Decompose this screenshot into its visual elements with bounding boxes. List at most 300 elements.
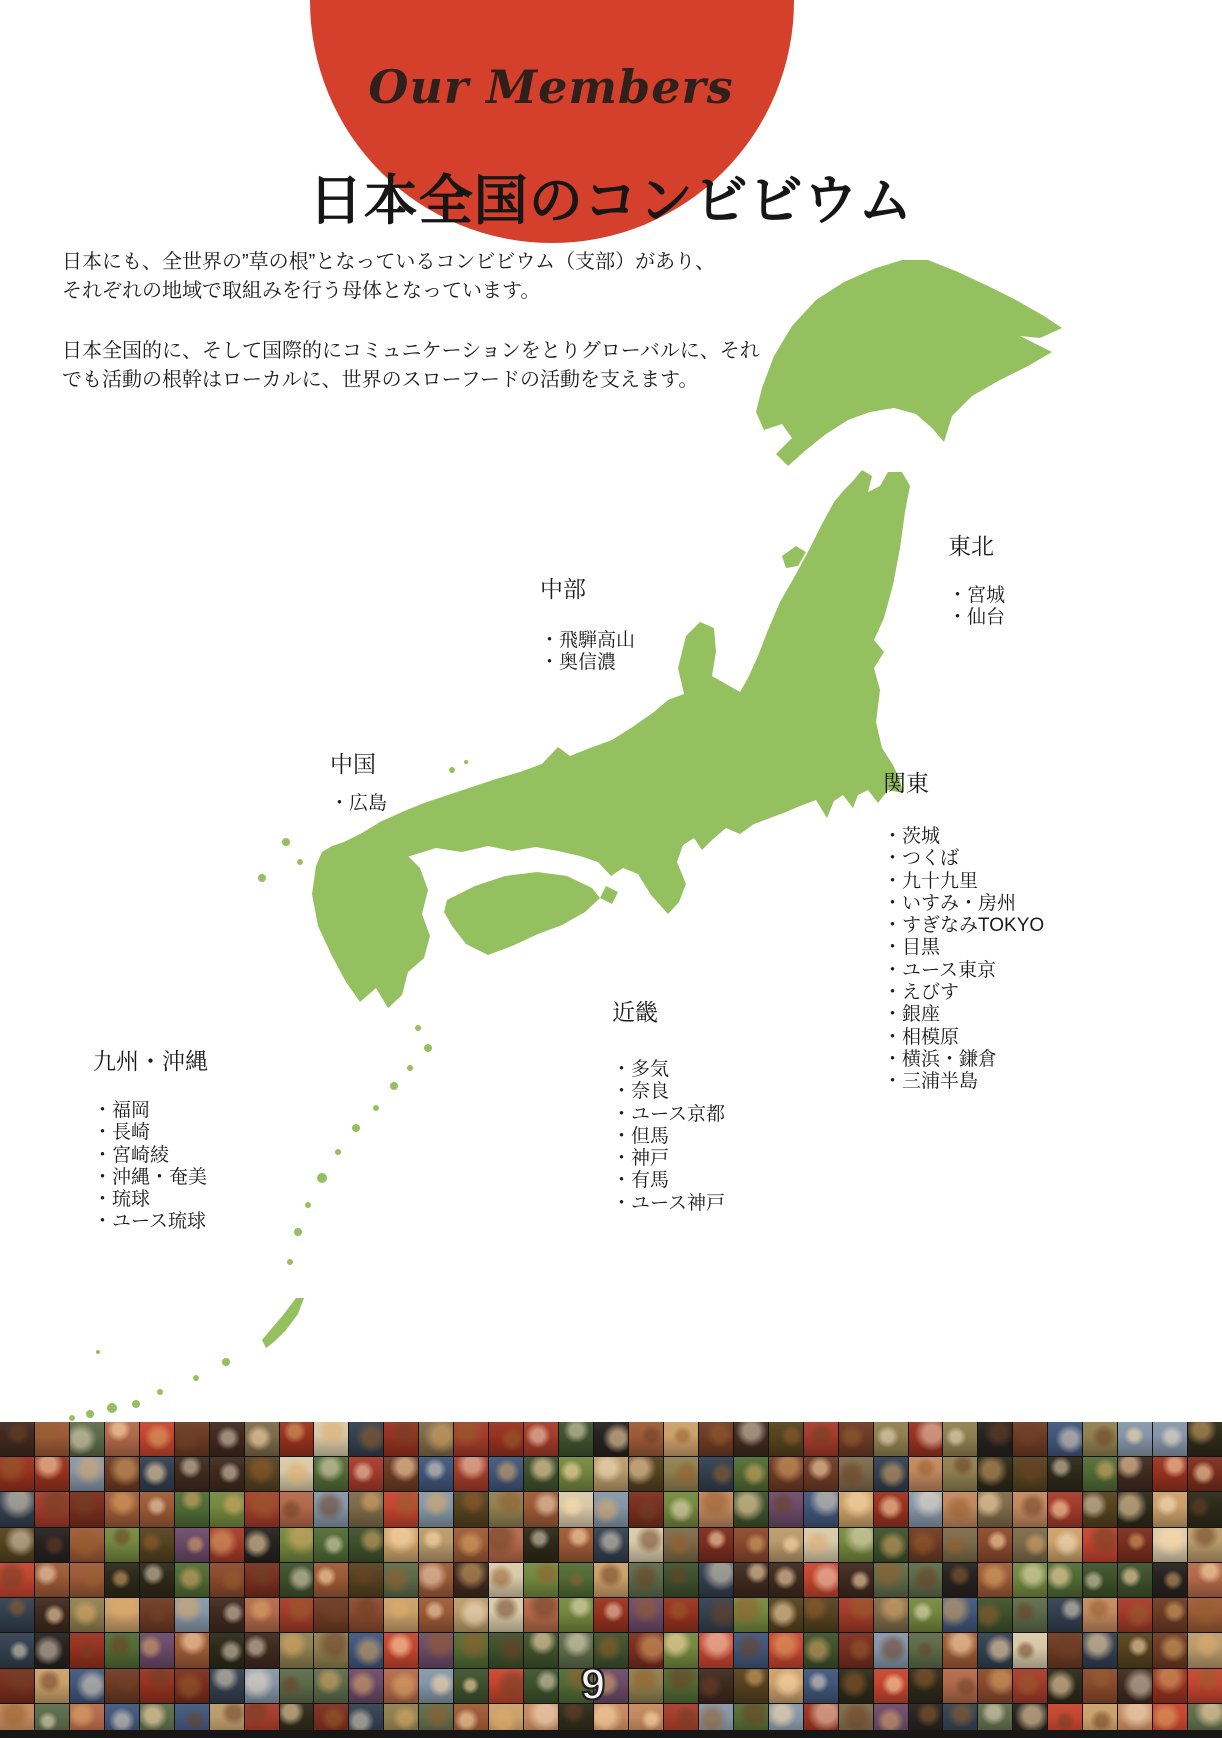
mosaic-photo-tile: [943, 1422, 977, 1456]
mosaic-photo-tile: [1013, 1669, 1047, 1703]
mosaic-photo-tile: [210, 1457, 244, 1491]
mosaic-photo-tile: [210, 1598, 244, 1632]
intro-line: 日本にも、全世界の”草の根”となっているコンビビウム（支部）があり、: [62, 251, 716, 273]
mosaic-photo-tile: [978, 1633, 1012, 1667]
mosaic-photo-tile: [909, 1457, 943, 1491]
region-member: ・広島: [330, 793, 388, 814]
mosaic-photo-tile: [804, 1457, 838, 1491]
mosaic-photo-tile: [699, 1598, 733, 1632]
region-title: 東北: [948, 533, 994, 559]
mosaic-photo-tile: [839, 1528, 873, 1562]
mosaic-photo-tile: [874, 1633, 908, 1667]
mosaic-photo-tile: [1013, 1633, 1047, 1667]
mosaic-photo-tile: [454, 1633, 488, 1667]
mosaic-photo-tile: [769, 1598, 803, 1632]
region-kinki: [612, 997, 725, 1215]
mosaic-photo-tile: [280, 1492, 314, 1526]
mosaic-photo-tile: [594, 1563, 628, 1597]
mosaic-photo-tile: [1153, 1669, 1187, 1703]
region-member: ・ユース東京: [883, 959, 997, 981]
mosaic-photo-tile: [280, 1598, 314, 1632]
mosaic-photo-tile: [664, 1422, 698, 1456]
intro-text: [62, 248, 760, 426]
mosaic-photo-tile: [1153, 1492, 1187, 1526]
mosaic-photo-tile: [35, 1528, 69, 1562]
mosaic-photo-tile: [1048, 1457, 1082, 1491]
mosaic-photo-tile: [489, 1633, 523, 1667]
mosaic-photo-tile: [140, 1422, 174, 1456]
mosaic-photo-tile: [454, 1528, 488, 1562]
mosaic-photo-tile: [35, 1563, 69, 1597]
mosaic-photo-tile: [105, 1633, 139, 1667]
mosaic-photo-tile: [1083, 1528, 1117, 1562]
mosaic-photo-tile: [1153, 1563, 1187, 1597]
region-chugoku: [330, 749, 387, 815]
map-shikoku: [444, 872, 600, 955]
mosaic-photo-tile: [245, 1457, 279, 1491]
mosaic-photo-tile: [874, 1422, 908, 1456]
mosaic-photo-tile: [35, 1669, 69, 1703]
mosaic-photo-tile: [804, 1598, 838, 1632]
mosaic-photo-tile: [175, 1422, 209, 1456]
mosaic-photo-tile: [175, 1457, 209, 1491]
mosaic-bottom-strip: [0, 1730, 1222, 1738]
mosaic-photo-tile: [978, 1492, 1012, 1526]
mosaic-photo-tile: [1153, 1457, 1187, 1491]
region-member: ・神戸: [612, 1148, 670, 1170]
mosaic-photo-tile: [629, 1563, 663, 1597]
region-member-list: [93, 1100, 208, 1234]
mosaic-photo-tile: [140, 1669, 174, 1703]
mosaic-photo-tile: [1048, 1633, 1082, 1667]
mosaic-photo-tile: [839, 1598, 873, 1632]
mosaic-photo-tile: [245, 1563, 279, 1597]
mosaic-photo-tile: [559, 1563, 593, 1597]
mosaic-photo-tile: [559, 1528, 593, 1562]
mosaic-photo-tile: [210, 1528, 244, 1562]
mosaic-photo-tile: [524, 1669, 558, 1703]
mosaic-photo-tile: [839, 1492, 873, 1526]
mosaic-photo-tile: [0, 1528, 34, 1562]
region-member-list: [330, 793, 387, 815]
mosaic-photo-tile: [1013, 1598, 1047, 1632]
region-member: ・有馬: [612, 1170, 670, 1192]
mosaic-photo-tile: [629, 1492, 663, 1526]
mosaic-photo-tile: [314, 1528, 348, 1562]
mosaic-photo-tile: [839, 1422, 873, 1456]
region-member-list: [540, 630, 635, 675]
mosaic-photo-tile: [1153, 1422, 1187, 1456]
mosaic-photo-tile: [804, 1422, 838, 1456]
mosaic-photo-tile: [0, 1563, 34, 1597]
mosaic-photo-tile: [314, 1669, 348, 1703]
mosaic-photo-tile: [524, 1598, 558, 1632]
mosaic-photo-tile: [909, 1492, 943, 1526]
mosaic-photo-tile: [804, 1563, 838, 1597]
mosaic-photo-tile: [489, 1457, 523, 1491]
mosaic-photo-tile: [1118, 1669, 1152, 1703]
mosaic-photo-tile: [0, 1422, 34, 1456]
mosaic-photo-tile: [0, 1598, 34, 1632]
mosaic-photo-tile: [454, 1598, 488, 1632]
mosaic-photo-tile: [105, 1457, 139, 1491]
mosaic-photo-tile: [35, 1492, 69, 1526]
mosaic-photo-tile: [943, 1669, 977, 1703]
mosaic-photo-tile: [419, 1598, 453, 1632]
mosaic-photo-tile: [210, 1492, 244, 1526]
mosaic-photo-tile: [594, 1528, 628, 1562]
mosaic-photo-tile: [629, 1669, 663, 1703]
region-member: ・但馬: [612, 1125, 670, 1147]
mosaic-photo-tile: [419, 1457, 453, 1491]
mosaic-photo-tile: [245, 1633, 279, 1667]
mosaic-photo-tile: [664, 1528, 698, 1562]
map-hokkaido: [756, 260, 1062, 466]
mosaic-photo-tile: [454, 1563, 488, 1597]
mosaic-photo-tile: [454, 1422, 488, 1456]
mosaic-photo-tile: [594, 1457, 628, 1491]
region-member: ・茨城: [883, 826, 941, 847]
mosaic-photo-tile: [280, 1563, 314, 1597]
mosaic-photo-tile: [594, 1422, 628, 1456]
mosaic-photo-tile: [943, 1633, 977, 1667]
mosaic-photo-tile: [314, 1563, 348, 1597]
mosaic-photo-tile: [524, 1633, 558, 1667]
mosaic-photo-tile: [699, 1563, 733, 1597]
mosaic-photo-tile: [384, 1492, 418, 1526]
region-tohoku: [948, 531, 1005, 630]
mosaic-photo-tile: [874, 1669, 908, 1703]
mosaic-photo-tile: [175, 1669, 209, 1703]
mosaic-photo-tile: [1153, 1598, 1187, 1632]
mosaic-photo-tile: [943, 1528, 977, 1562]
intro-line: 日本全国的に、そして国際的にコミュニケーションをとりグローバルに、それ: [62, 340, 760, 362]
region-member: ・ユース神戸: [612, 1192, 726, 1214]
mosaic-photo-tile: [1188, 1422, 1222, 1456]
mosaic-photo-tile: [1188, 1563, 1222, 1597]
mosaic-photo-tile: [664, 1669, 698, 1703]
mosaic-photo-tile: [1118, 1457, 1152, 1491]
mosaic-photo-tile: [909, 1563, 943, 1597]
mosaic-photo-tile: [699, 1528, 733, 1562]
mosaic-photo-tile: [524, 1422, 558, 1456]
region-member: ・奥信濃: [540, 652, 617, 674]
mosaic-photo-tile: [909, 1422, 943, 1456]
mosaic-photo-tile: [384, 1457, 418, 1491]
mosaic-photo-tile: [349, 1669, 383, 1703]
mosaic-photo-tile: [699, 1492, 733, 1526]
mosaic-photo-tile: [874, 1598, 908, 1632]
mosaic-photo-tile: [489, 1492, 523, 1526]
mosaic-photo-tile: [874, 1528, 908, 1562]
region-kanto: [883, 768, 1044, 1094]
mosaic-photo-tile: [489, 1563, 523, 1597]
mosaic-photo-tile: [140, 1492, 174, 1526]
mosaic-photo-tile: [804, 1492, 838, 1526]
mosaic-photo-tile: [349, 1633, 383, 1667]
mosaic-photo-tile: [874, 1492, 908, 1526]
mosaic-photo-tile: [839, 1457, 873, 1491]
mosaic-photo-tile: [699, 1633, 733, 1667]
mosaic-photo-tile: [105, 1669, 139, 1703]
mosaic-photo-tile: [419, 1563, 453, 1597]
mosaic-photo-tile: [734, 1598, 768, 1632]
mosaic-photo-tile: [419, 1669, 453, 1703]
mosaic-photo-tile: [1048, 1492, 1082, 1526]
mosaic-photo-tile: [524, 1457, 558, 1491]
mosaic-photo-tile: [769, 1492, 803, 1526]
mosaic-photo-tile: [35, 1598, 69, 1632]
mosaic-photo-tile: [734, 1422, 768, 1456]
region-member-list: [948, 585, 1005, 630]
intro-line: それぞれの地域で取組みを行う母体となっています。: [62, 280, 541, 302]
mosaic-photo-tile: [489, 1422, 523, 1456]
mosaic-photo-tile: [559, 1422, 593, 1456]
mosaic-photo-tile: [559, 1457, 593, 1491]
mosaic-photo-tile: [70, 1669, 104, 1703]
region-member: ・飛騨高山: [540, 630, 636, 651]
mosaic-photo-tile: [454, 1457, 488, 1491]
mosaic-photo-tile: [629, 1633, 663, 1667]
mosaic-photo-tile: [594, 1492, 628, 1526]
mosaic-photo-tile: [0, 1457, 34, 1491]
mosaic-photo-tile: [140, 1528, 174, 1562]
mosaic-photo-tile: [629, 1422, 663, 1456]
mosaic-photo-tile: [1013, 1422, 1047, 1456]
mosaic-photo-tile: [140, 1598, 174, 1632]
mosaic-photo-tile: [1188, 1528, 1222, 1562]
mosaic-photo-tile: [489, 1598, 523, 1632]
mosaic-photo-tile: [384, 1633, 418, 1667]
mosaic-photo-tile: [804, 1528, 838, 1562]
mosaic-photo-tile: [664, 1563, 698, 1597]
mosaic-photo-tile: [664, 1598, 698, 1632]
region-member: ・沖縄・奄美: [93, 1166, 208, 1188]
mosaic-photo-tile: [70, 1528, 104, 1562]
mosaic-photo-tile: [314, 1598, 348, 1632]
mosaic-photo-tile: [105, 1563, 139, 1597]
mosaic-photo-tile: [70, 1457, 104, 1491]
mosaic-photo-tile: [70, 1563, 104, 1597]
mosaic-photo-tile: [1048, 1669, 1082, 1703]
mosaic-photo-tile: [978, 1669, 1012, 1703]
mosaic-photo-tile: [454, 1492, 488, 1526]
mosaic-photo-tile: [524, 1492, 558, 1526]
region-member: ・相模原: [883, 1026, 960, 1048]
region-member: ・長崎: [93, 1122, 151, 1144]
mosaic-photo-tile: [943, 1598, 977, 1632]
mosaic-photo-tile: [349, 1422, 383, 1456]
region-member: ・福岡: [93, 1100, 151, 1121]
mosaic-photo-tile: [210, 1633, 244, 1667]
intro-paragraph-2: [62, 337, 760, 395]
mosaic-photo-tile: [734, 1457, 768, 1491]
mosaic-photo-tile: [1118, 1633, 1152, 1667]
mosaic-photo-tile: [909, 1528, 943, 1562]
mosaic-photo-tile: [1013, 1563, 1047, 1597]
mosaic-photo-tile: [384, 1598, 418, 1632]
mosaic-photo-tile: [210, 1563, 244, 1597]
mosaic-photo-tile: [1083, 1563, 1117, 1597]
region-member-list: [883, 826, 1044, 1094]
mosaic-photo-tile: [734, 1528, 768, 1562]
mosaic-photo-tile: [1118, 1422, 1152, 1456]
mosaic-photo-tile: [0, 1492, 34, 1526]
mosaic-photo-tile: [384, 1528, 418, 1562]
mosaic-photo-tile: [419, 1492, 453, 1526]
mosaic-photo-tile: [419, 1633, 453, 1667]
mosaic-photo-tile: [1048, 1528, 1082, 1562]
mosaic-photo-tile: [1188, 1669, 1222, 1703]
mosaic-photo-tile: [419, 1528, 453, 1562]
mosaic-photo-tile: [314, 1492, 348, 1526]
mosaic-photo-tile: [384, 1563, 418, 1597]
mosaic-photo-tile: [349, 1457, 383, 1491]
mosaic-photo-tile: [559, 1492, 593, 1526]
region-member: ・宮崎綾: [93, 1144, 170, 1166]
mosaic-photo-tile: [943, 1563, 977, 1597]
mosaic-photo-tile: [140, 1457, 174, 1491]
mosaic-photo-tile: [175, 1528, 209, 1562]
mosaic-photo-tile: [70, 1492, 104, 1526]
mosaic-photo-tile: [454, 1669, 488, 1703]
mosaic-photo-tile: [1188, 1457, 1222, 1491]
mosaic-photo-tile: [978, 1457, 1012, 1491]
mosaic-photo-tile: [280, 1669, 314, 1703]
mosaic-photo-tile: [1083, 1598, 1117, 1632]
region-member: ・いすみ・房州: [883, 892, 1017, 914]
region-chubu: [540, 574, 635, 675]
mosaic-photo-tile: [909, 1669, 943, 1703]
mosaic-photo-tile: [1013, 1492, 1047, 1526]
mosaic-photo-tile: [1013, 1528, 1047, 1562]
mosaic-photo-tile: [245, 1422, 279, 1456]
mosaic-photo-tile: [314, 1422, 348, 1456]
page-number: 9: [580, 1660, 606, 1709]
mosaic-photo-tile: [1118, 1598, 1152, 1632]
mosaic-photo-tile: [664, 1457, 698, 1491]
mosaic-photo-tile: [419, 1422, 453, 1456]
mosaic-photo-tile: [280, 1422, 314, 1456]
mosaic-photo-tile: [1188, 1633, 1222, 1667]
mosaic-photo-tile: [35, 1457, 69, 1491]
mosaic-photo-tile: [524, 1528, 558, 1562]
mosaic-photo-tile: [1083, 1422, 1117, 1456]
mosaic-photo-tile: [384, 1669, 418, 1703]
mosaic-photo-tile: [210, 1669, 244, 1703]
mosaic-photo-tile: [245, 1492, 279, 1526]
mosaic-photo-tile: [280, 1633, 314, 1667]
mosaic-photo-tile: [769, 1528, 803, 1562]
region-member: ・ユース京都: [612, 1103, 726, 1125]
mosaic-photo-tile: [734, 1492, 768, 1526]
region-member: ・九十九里: [883, 870, 979, 892]
mosaic-photo-tile: [1048, 1563, 1082, 1597]
mosaic-photo-tile: [349, 1598, 383, 1632]
mosaic-photo-tile: [978, 1528, 1012, 1562]
map-awaji-island: [600, 886, 618, 904]
mosaic-photo-tile: [280, 1457, 314, 1491]
mosaic-photo-tile: [35, 1633, 69, 1667]
mosaic-photo-tile: [839, 1563, 873, 1597]
mosaic-photo-tile: [1083, 1457, 1117, 1491]
mosaic-photo-tile: [105, 1598, 139, 1632]
region-title: 九州・沖縄: [93, 1048, 208, 1074]
mosaic-photo-tile: [0, 1669, 34, 1703]
mosaic-photo-tile: [175, 1563, 209, 1597]
mosaic-photo-tile: [664, 1492, 698, 1526]
intro-line: でも活動の根幹はローカルに、世界のスローフードの活動を支えます。: [62, 369, 699, 391]
mosaic-photo-tile: [1083, 1669, 1117, 1703]
mosaic-photo-tile: [105, 1422, 139, 1456]
mosaic-photo-tile: [105, 1492, 139, 1526]
region-member: ・つくば: [883, 848, 960, 870]
mosaic-photo-tile: [175, 1598, 209, 1632]
region-title: 近畿: [612, 999, 658, 1025]
mosaic-photo-tile: [943, 1457, 977, 1491]
mosaic-photo-tile: [70, 1422, 104, 1456]
mosaic-photo-tile: [245, 1528, 279, 1562]
mosaic-photo-tile: [769, 1563, 803, 1597]
mosaic-photo-tile: [1083, 1492, 1117, 1526]
mosaic-photo-tile: [489, 1669, 523, 1703]
mosaic-photo-tile: [874, 1563, 908, 1597]
intro-paragraph-1: [62, 248, 760, 306]
mosaic-photo-tile: [70, 1633, 104, 1667]
region-member: ・琉球: [93, 1189, 151, 1211]
mosaic-photo-tile: [1013, 1457, 1047, 1491]
mosaic-photo-tile: [349, 1563, 383, 1597]
region-member: ・ユース琉球: [93, 1211, 207, 1233]
mosaic-photo-tile: [280, 1528, 314, 1562]
map-honshu: [340, 470, 910, 914]
mosaic-photo-tile: [105, 1528, 139, 1562]
mosaic-photo-tile: [804, 1633, 838, 1667]
mosaic-photo-tile: [35, 1422, 69, 1456]
region-member: ・銀座: [883, 1004, 941, 1026]
mosaic-photo-tile: [1188, 1598, 1222, 1632]
region-member: ・すぎなみTOKYO: [883, 915, 1045, 937]
mosaic-photo-tile: [1083, 1633, 1117, 1667]
region-member: ・横浜・鎌倉: [883, 1048, 998, 1070]
region-title: 中部: [540, 576, 586, 602]
mosaic-photo-tile: [699, 1422, 733, 1456]
mosaic-photo-tile: [384, 1422, 418, 1456]
mosaic-photo-tile: [734, 1633, 768, 1667]
mosaic-photo-tile: [909, 1598, 943, 1632]
mosaic-photo-tile: [489, 1528, 523, 1562]
mosaic-photo-tile: [1048, 1598, 1082, 1632]
region-member: ・奈良: [612, 1081, 670, 1103]
region-member-list: [612, 1059, 725, 1215]
mosaic-photo-tile: [314, 1633, 348, 1667]
mosaic-photo-tile: [594, 1598, 628, 1632]
mosaic-photo-tile: [140, 1633, 174, 1667]
mosaic-photo-tile: [140, 1563, 174, 1597]
mosaic-photo-tile: [0, 1633, 34, 1667]
mosaic-photo-tile: [978, 1422, 1012, 1456]
mosaic-photo-tile: [175, 1633, 209, 1667]
mosaic-photo-tile: [1118, 1563, 1152, 1597]
region-member: ・目黒: [883, 937, 941, 959]
mosaic-photo-tile: [245, 1598, 279, 1632]
region-title: 関東: [883, 770, 929, 796]
mosaic-photo-tile: [629, 1598, 663, 1632]
mosaic-photo-tile: [349, 1492, 383, 1526]
mosaic-photo-tile: [1153, 1528, 1187, 1562]
mosaic-photo-tile: [909, 1633, 943, 1667]
eyebrow-script-title: Our Members: [368, 60, 734, 114]
